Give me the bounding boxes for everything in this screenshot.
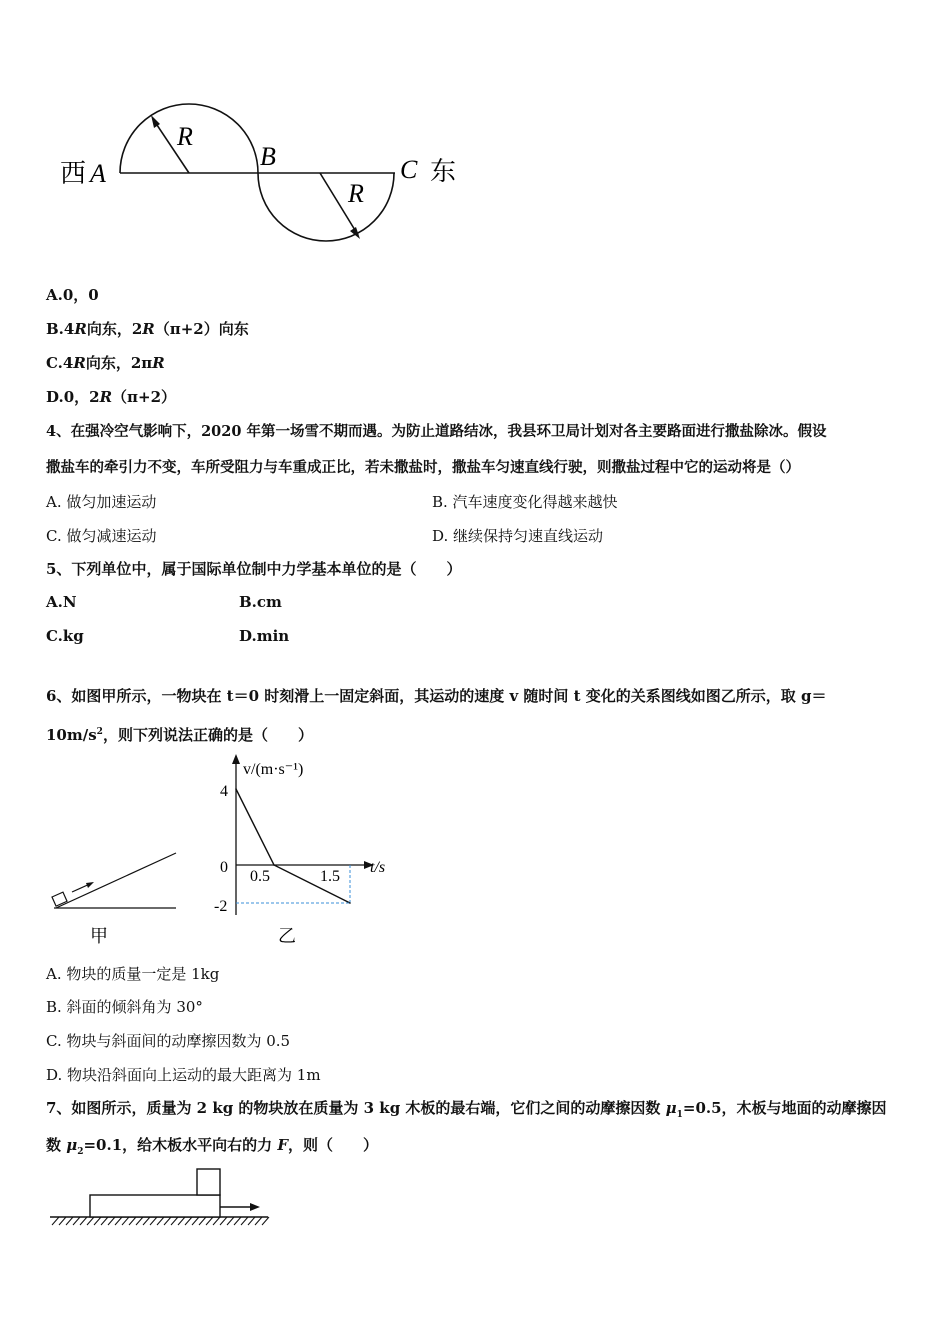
q5-option-d: D.min — [239, 627, 290, 645]
x-axis-label: t/s — [370, 859, 386, 876]
q4-stem-line2: 撒盐车的牵引力不变，车所受阻力与车重成正比，若未撒盐时，撒盐车匀速直线行驶，则撒盐过程中它的运动将是（） — [46, 459, 800, 476]
data-point — [235, 788, 237, 790]
ground-hatch — [241, 1217, 248, 1225]
east-label: 东 — [430, 157, 457, 186]
q5-stem: 5、下列单位中，属于国际单位制中力学基本单位的是（ ） — [46, 560, 462, 578]
ground-hatch — [178, 1217, 185, 1225]
q3-option-d: D.0，2R（π+2） — [46, 388, 177, 406]
incline-figure — [44, 845, 184, 950]
figure-jia-label: 甲 — [90, 926, 108, 946]
y-axis-label: v/(m·s⁻¹) — [243, 761, 304, 778]
vt-chart — [210, 750, 400, 950]
q4-option-b: B. 汽车速度变化得越来越快 — [432, 493, 618, 511]
q6-option-b: B. 斜面的倾斜角为 30° — [46, 998, 203, 1016]
q6-stem-line2: $10m/s^2$，则下列说法正确的是（ ） — [46, 726, 313, 744]
ground-hatch — [136, 1217, 143, 1225]
ground-hatch — [206, 1217, 213, 1225]
ground-hatch — [143, 1217, 150, 1225]
ground-hatch — [66, 1217, 73, 1225]
ground-hatch — [164, 1217, 171, 1225]
q5-option-a: A.N — [46, 593, 77, 611]
q3-option-b: B.4R向东，2R（π+2）向东 — [46, 320, 249, 338]
ground-hatch — [185, 1217, 192, 1225]
ground-hatch — [262, 1217, 269, 1225]
x-tick-0-5: 0.5 — [250, 868, 270, 885]
q6-stem-line1: 6、如图甲所示，一物块在 t＝0 时刻滑上一固定斜面，其运动的速度 v 随时间 t 变化的关系图线如图乙所示，取 g＝ — [46, 687, 827, 705]
ground-hatch — [52, 1217, 59, 1225]
q7-stem-line1: 7、如图所示，质量为 2 kg 的物块放在质量为 3 kg 木板的最右端，它们之间的动摩擦因数 $\mu_1=0.5$，木板与地面的动摩擦因 — [46, 1099, 887, 1120]
q4-option-d: D. 继续保持匀速直线运动 — [432, 527, 604, 545]
ground-hatch — [129, 1217, 136, 1225]
ground-hatch — [220, 1217, 227, 1225]
data-point — [273, 864, 275, 866]
q6-option-d: D. 物块沿斜面向上运动的最大距离为 1m — [46, 1066, 321, 1084]
q7-stem-line2: 数 $\mu_2=0.1$，给木板水平向右的力 F，则（ ） — [46, 1136, 379, 1157]
ground-hatch — [59, 1217, 66, 1225]
q5-option-b: B.cm — [239, 593, 282, 611]
x-tick-1-5: 1.5 — [320, 868, 340, 885]
q5-option-c: C.kg — [46, 627, 84, 645]
y-tick-0: 0 — [220, 859, 228, 876]
point-b-label: B — [260, 142, 276, 171]
ground-hatch — [87, 1217, 94, 1225]
radius-label-2: R — [348, 179, 364, 208]
velocity-line — [236, 789, 350, 903]
ground-hatch — [80, 1217, 87, 1225]
q4-option-a: A. 做匀加速运动 — [46, 493, 157, 511]
ground-hatch — [234, 1217, 241, 1225]
ground-hatch — [122, 1217, 129, 1225]
figure-yi-label: 乙 — [278, 926, 296, 946]
y-tick-neg2: -2 — [214, 898, 228, 915]
data-point — [349, 902, 351, 904]
q6-option-a: A. 物块的质量一定是 1kg — [46, 965, 220, 983]
ground-hatch — [101, 1217, 108, 1225]
ground-hatch — [115, 1217, 122, 1225]
q3-option-a: A.0，0 — [46, 286, 99, 304]
point-a-label: A — [90, 159, 106, 188]
q6-option-c: C. 物块与斜面间的动摩擦因数为 0.5 — [46, 1032, 291, 1050]
ground-hatch — [94, 1217, 101, 1225]
q4-option-c: C. 做匀减速运动 — [46, 527, 157, 545]
ground-hatch — [192, 1217, 199, 1225]
ground-hatch — [255, 1217, 262, 1225]
radius-label-1: R — [177, 122, 193, 151]
ground-hatch — [171, 1217, 178, 1225]
ground-hatch — [73, 1217, 80, 1225]
west-label: 西 — [60, 159, 87, 188]
ground-hatch — [108, 1217, 115, 1225]
path-figure — [50, 95, 470, 255]
ground-hatch — [227, 1217, 234, 1225]
point-c-label: C — [400, 155, 418, 184]
q4-stem-line1: 4、在强冷空气影响下，2020 年第一场雪不期而遇。为防止道路结冰，我县环卫局计划对各主要路面进行撒盐除冰。假设 — [46, 423, 827, 440]
block-board-figure — [44, 1162, 274, 1232]
y-tick-4: 4 — [220, 783, 228, 800]
ground-hatch — [213, 1217, 220, 1225]
ground-hatch — [150, 1217, 157, 1225]
ground-hatch — [157, 1217, 164, 1225]
ground-hatch — [248, 1217, 255, 1225]
ground-hatch — [199, 1217, 206, 1225]
q3-option-c: C.4R向东，2πR — [46, 354, 165, 372]
